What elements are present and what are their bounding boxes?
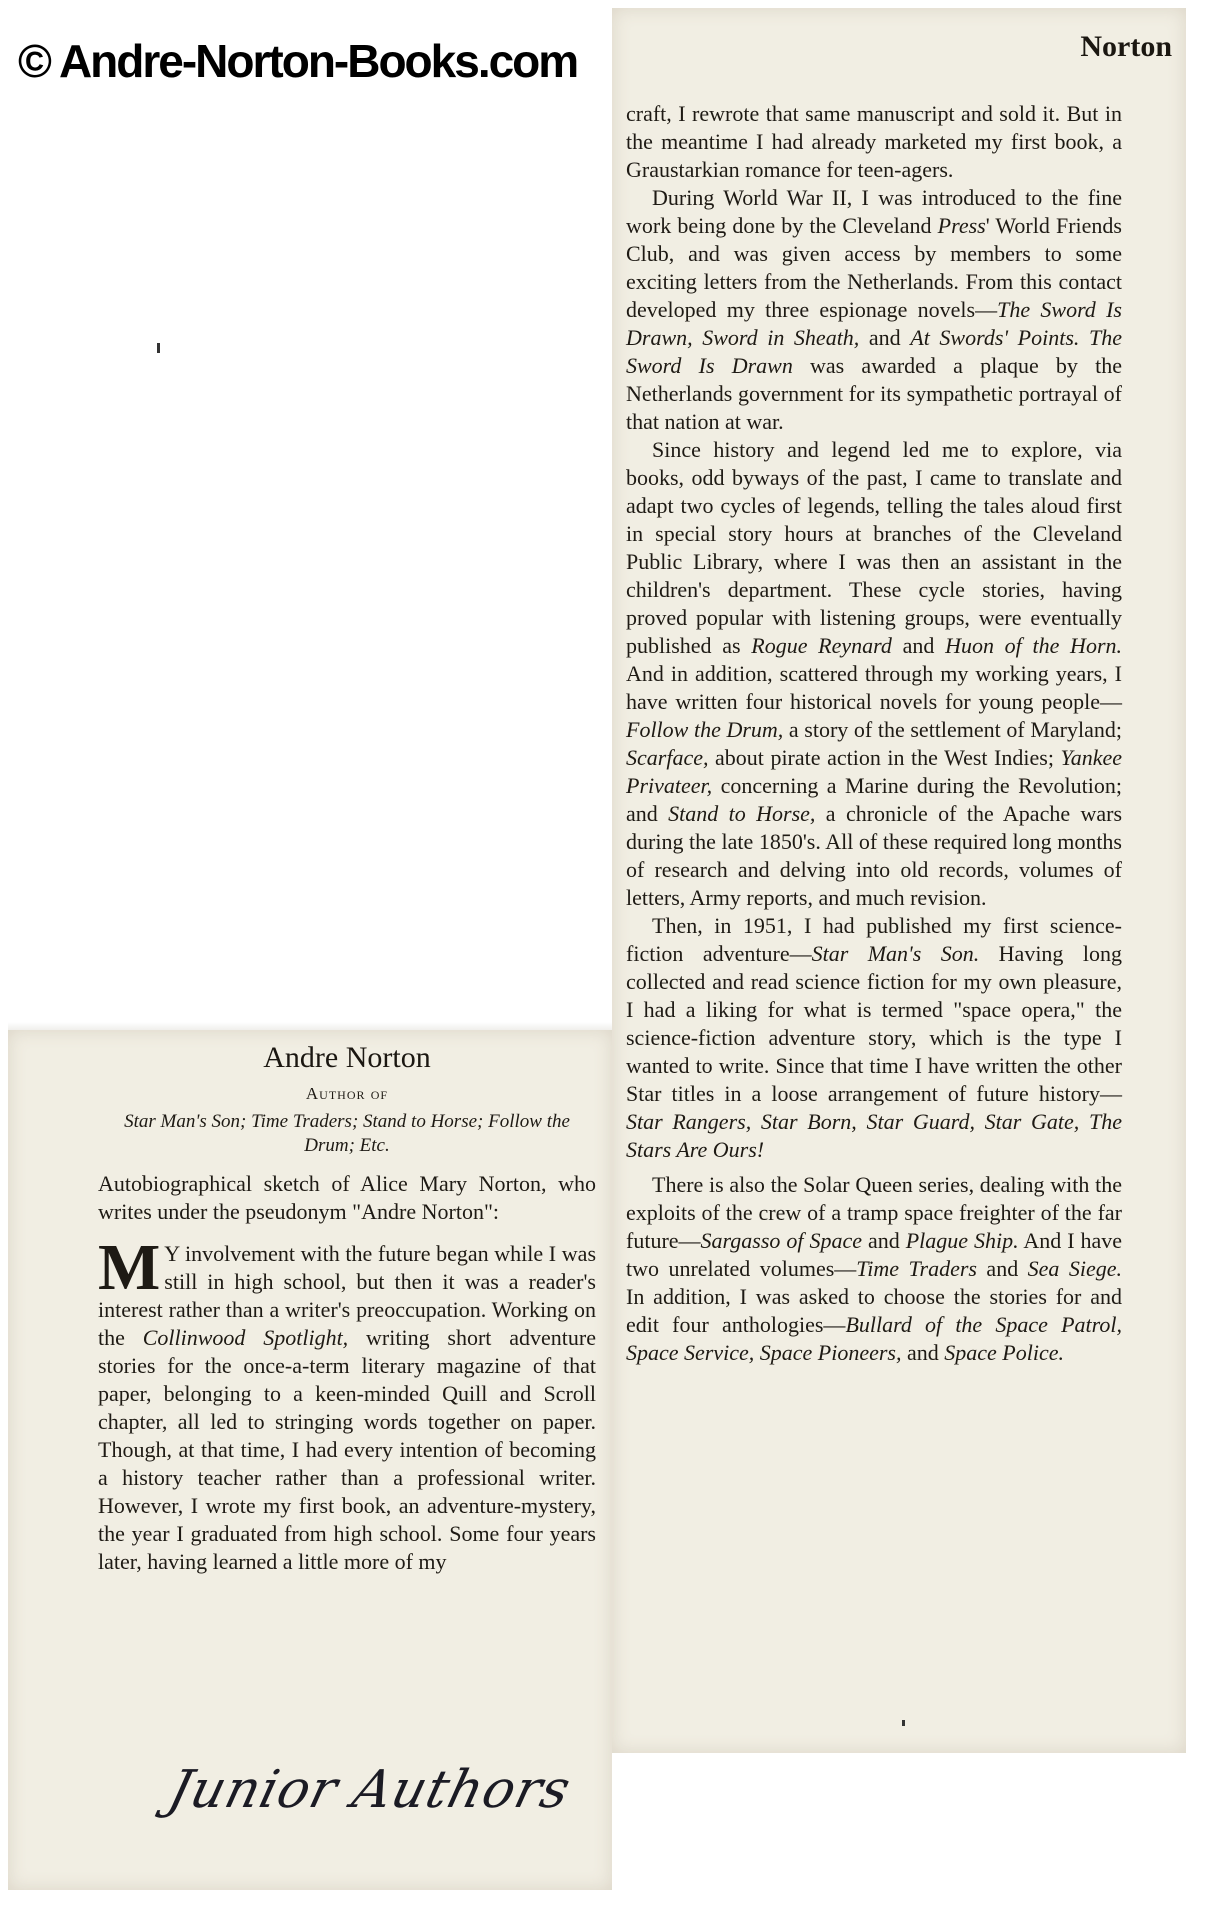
drop-cap: M: [98, 1231, 161, 1304]
right-paragraph: There is also the Solar Queen series, dealing with the exploits of the crew of a tramp space freighter of the far future—Sargasso of Space and Plague Ship. And I have two unrelated volumes—Time Traders and Sea Siege. In addition, I was asked to choose the stories for and edit four anthologies—Bullard of the Space Patrol, Space Service, Space Pioneers, and Space Police.: [626, 1172, 1123, 1365]
right-paragraph: Since history and legend led me to explore, via books, odd byways of the past, I came to translate and adapt two cycles of legends, telling the tales aloud first in special story hours at branches of the Cleveland Public Library, where I was then an assistant in the children's department. These cycle stories, having proved popular with listening groups, were eventually published as Rogue Reynard and Huon of the Horn. And in addition, scattered through my working years, I have written four historical novels for young people—Follow the Drum, a story of the settlement of Maryland; Scarface, about pirate action in the West Indies; Yankee Privateer, concerning a Marine during the Revolution; and Stand to Horse, a chronicle of the Apache wars during the late 1850's. All of these required long months of research and delving into old records, volumes of letters, Army reports, and much revision.: [626, 437, 1123, 910]
right-column-text: [626, 100, 1122, 1367]
italic-title: Press: [937, 213, 986, 238]
italic-title: Plague Ship.: [905, 1228, 1019, 1253]
right-paragraph: craft, I rewrote that same manuscript and sold it. But in the meantime I had already marketed my first book, a Graustarkian romance for teen-agers.: [626, 101, 1122, 182]
running-head: Norton: [1080, 30, 1172, 63]
handwritten-note: Junior Authors: [162, 1760, 577, 1820]
italic-title: Collinwood Spotlight,: [142, 1325, 349, 1350]
copyright-watermark: © Andre-Norton-Books.com: [18, 35, 578, 87]
right-paragraph: During World War II, I was introduced to the fine work being done by the Cleveland Press' World Friends Club, and was given access by members to some exciting letters from the Netherlands. From this contact developed my three espionage novels—The Sword Is Drawn, Sword in Sheath, and At Swords' Points. The Sword Is Drawn was awarded a plaque by the Netherlands government for its sympathetic portrayal of that nation at war.: [626, 185, 1123, 434]
body-text: Y involvement with the future began while I was still in high school, but then it was a reader's interest rather than a writer's preoccupation. Working on the Collinwood Spotlight, writing short adventure stories for the once-a-term literary magazine of that paper, belonging to a keen-minded Quill and Scroll chapter, all led to stringing words together on paper. Though, at that time, I had every intention of becoming a history teacher rather than a professional writer. However, I wrote my first book, an adventure-mystery, the year I graduated from high school. Some four years later, having learned a little more of my: [98, 1241, 596, 1574]
italic-title: Follow the Drum,: [626, 717, 784, 742]
article-title: Andre Norton: [263, 1041, 431, 1074]
intro-paragraph: Autobiographical sketch of Alice Mary Norton, who writes under the pseudonym "Andre Norton":: [98, 1171, 596, 1224]
author-of-label: Author of: [305, 1084, 389, 1103]
italic-title: Rogue Reynard: [751, 633, 892, 658]
italic-title: Sea Siege.: [1027, 1256, 1122, 1281]
italic-title: Sargasso of Space: [700, 1228, 862, 1253]
italic-title: The Sword Is Drawn, Sword in Sheath,: [626, 297, 1122, 350]
italic-title: Time Traders: [856, 1256, 977, 1281]
italic-title: Bullard of the Space Patrol, Space Service, Space Pioneers,: [626, 1312, 1122, 1365]
right-paragraph: Then, in 1951, I had published my first science-fiction adventure—Star Man's Son. Having long collected and read science fiction for my own pleasure, I had a liking for what is termed "space opera," the science-fiction adventure story, which is the type I wanted to write. Since that time I have written the other Star titles in a loose arrangement of future history—Star Rangers, Star Born, Star Guard, Star Gate, The Stars Are Ours!: [626, 913, 1122, 1162]
italic-title: Space Police.: [944, 1340, 1064, 1365]
speck: [902, 1720, 905, 1726]
speck: [157, 343, 160, 353]
body-paragraph: [98, 1231, 596, 1576]
italic-title: At Swords' Points. The Sword Is Drawn: [626, 325, 1123, 378]
left-column-text: [98, 1040, 596, 1576]
books-list: Star Man's Son; Time Traders; Stand to Horse; Follow the Drum; Etc.: [124, 1111, 570, 1156]
italic-title: Scarface,: [626, 745, 709, 770]
italic-title: Star Man's Son.: [811, 941, 980, 966]
italic-title: Huon of the Horn.: [945, 633, 1123, 658]
italic-title: Yankee Privateer,: [626, 745, 1122, 798]
italic-title: Star Rangers, Star Born, Star Guard, Star Gate, The Stars Are Ours!: [626, 1109, 1122, 1162]
italic-title: Stand to Horse,: [668, 801, 816, 826]
